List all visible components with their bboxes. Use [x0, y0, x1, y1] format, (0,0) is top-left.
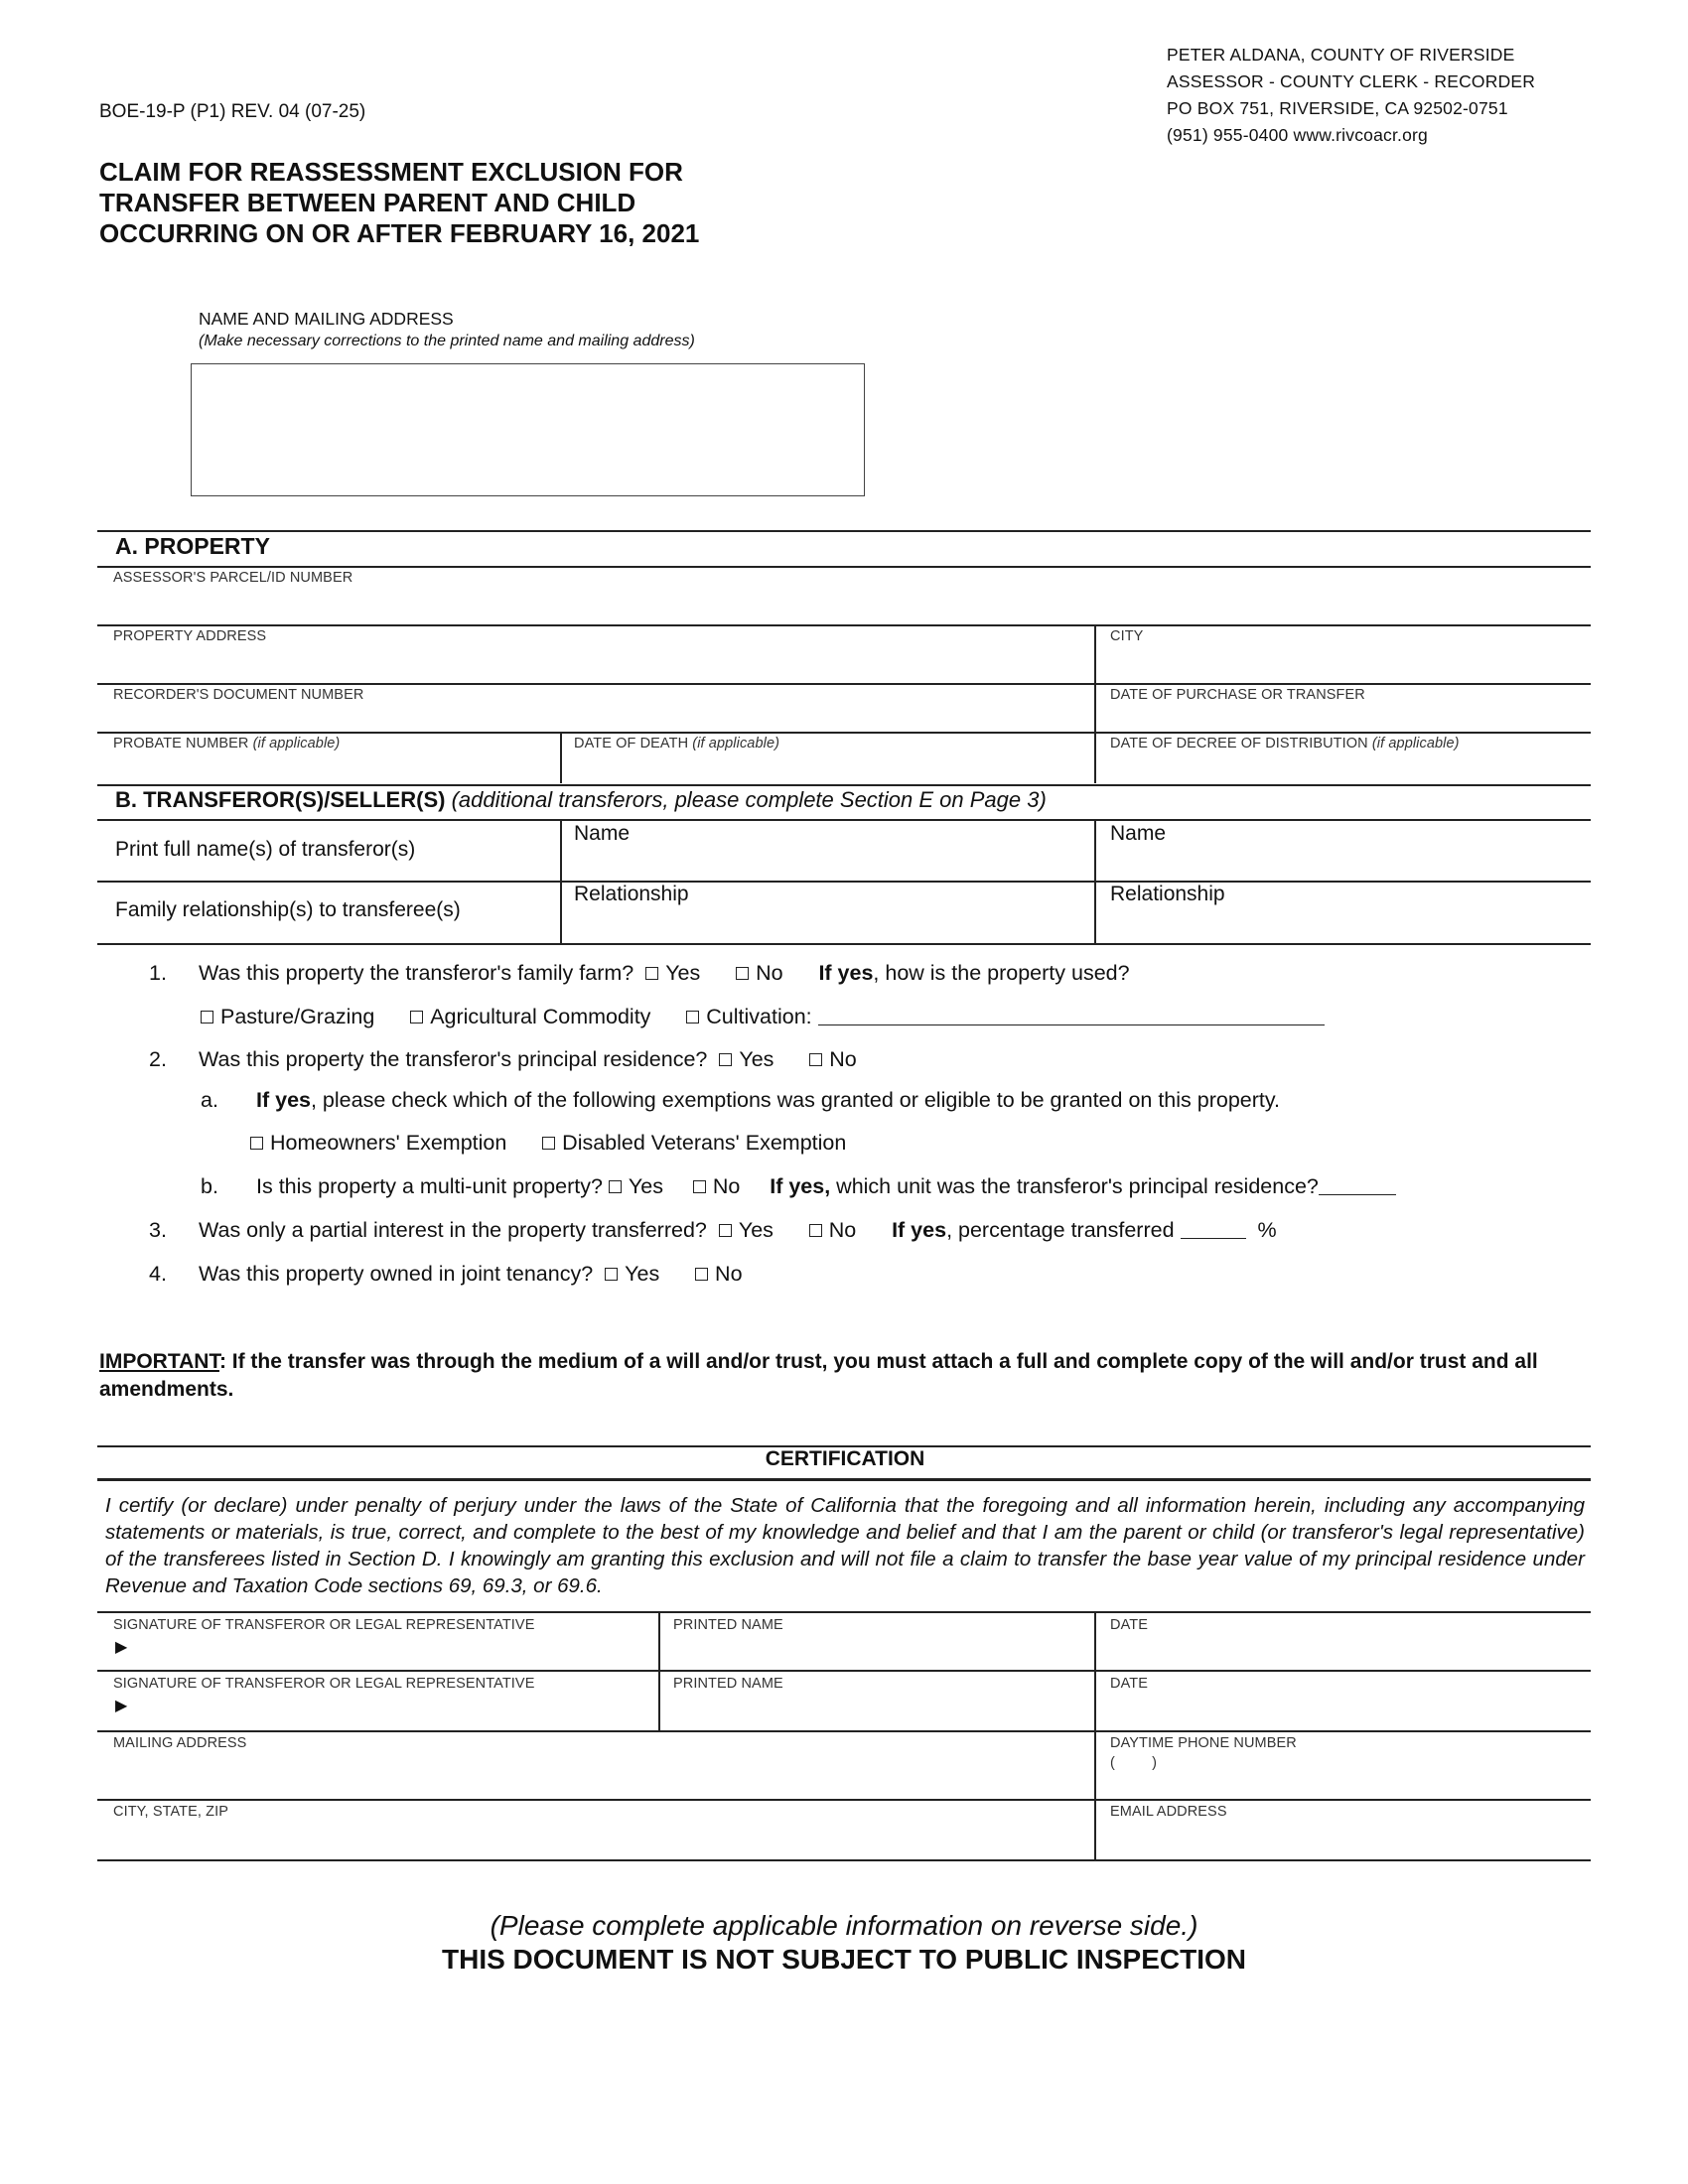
city-field[interactable] — [1096, 626, 1591, 682]
q2-no-checkbox[interactable] — [809, 1053, 822, 1066]
probate-label: PROBATE NUMBER (if applicable) — [113, 736, 341, 751]
question-4: Was this property owned in joint tenancy? Yes No — [199, 1262, 743, 1286]
form-number: BOE-19-P (P1) REV. 04 (07-25) — [99, 101, 366, 122]
death-date-field[interactable] — [562, 734, 1094, 783]
q3-number: 3. — [149, 1218, 167, 1242]
q2b-number: b. — [201, 1174, 218, 1198]
phone-label: DAYTIME PHONE NUMBER — [1110, 1735, 1297, 1751]
printed-name-field-2[interactable] — [660, 1672, 1094, 1730]
title-line: OCCURRING ON OR AFTER FEBRUARY 16, 2021 — [99, 218, 700, 248]
footer-notice: THIS DOCUMENT IS NOT SUBJECT TO PUBLIC INSPECTION — [442, 1944, 1246, 1975]
title-line: CLAIM FOR REASSESSMENT EXCLUSION FOR — [99, 157, 683, 187]
date-label-2: DATE — [1110, 1676, 1148, 1692]
recorder-doc-label: RECORDER'S DOCUMENT NUMBER — [113, 687, 364, 703]
name-col-1: Name — [574, 822, 631, 845]
q3-yes-checkbox[interactable] — [719, 1224, 732, 1237]
purchase-date-label: DATE OF PURCHASE OR TRANSFER — [1110, 687, 1365, 703]
property-address-field[interactable] — [97, 626, 1094, 682]
relationship-field-2[interactable] — [1096, 883, 1591, 942]
name-address-box[interactable] — [191, 363, 865, 496]
q1-number: 1. — [149, 961, 167, 985]
question-2b: Is this property a multi-unit property? Yes No If yes, which unit was the transferor's principal residence? — [256, 1174, 1396, 1199]
q1-yes-checkbox[interactable] — [645, 967, 658, 980]
printed-name-label-1: PRINTED NAME — [673, 1617, 783, 1633]
q2b-no-checkbox[interactable] — [693, 1180, 706, 1193]
mailing-label: NAME AND MAILING ADDRESS — [199, 309, 454, 329]
q1-no-checkbox[interactable] — [736, 967, 749, 980]
agri-checkbox[interactable] — [410, 1011, 423, 1024]
recorder-doc-field[interactable] — [97, 685, 1094, 732]
relationship-col-2: Relationship — [1110, 883, 1225, 905]
q2a-number: a. — [201, 1088, 218, 1112]
email-label: EMAIL ADDRESS — [1110, 1804, 1227, 1820]
q4-no-checkbox[interactable] — [695, 1268, 708, 1281]
parcel-label: ASSESSOR'S PARCEL/ID NUMBER — [113, 570, 353, 586]
agency-line: PETER ALDANA, COUNTY OF RIVERSIDE — [1167, 45, 1515, 65]
city-label: CITY — [1110, 628, 1144, 644]
name-col-2: Name — [1110, 822, 1167, 845]
q2-yes-checkbox[interactable] — [719, 1053, 732, 1066]
signature-field-1[interactable] — [97, 1613, 658, 1670]
right-triangle-icon: ▶ — [115, 1639, 128, 1656]
date-field-1[interactable] — [1096, 1613, 1591, 1670]
printed-name-label-2: PRINTED NAME — [673, 1676, 783, 1692]
pasture-checkbox[interactable] — [201, 1011, 213, 1024]
certification-text: I certify (or declare) under penalty of perjury under the laws of the State of California that the foregoing and all information herein, including any accompanying statements or materials, is true, correct, and complete to the best of my knowledge and belief and that I am the parent or child (or transferor's legal representative) of the transferees listed in Section D. I knowingly am granting this exclusion and will not file a claim to transfer the base year value of my principal residence under Revenue and Taxation Code sections 69, 69.3, or 69.6. — [105, 1494, 1585, 1597]
agency-block — [1167, 42, 1535, 149]
phone-field[interactable] — [1096, 1732, 1591, 1799]
mailing-address-label: MAILING ADDRESS — [113, 1735, 247, 1751]
veterans-checkbox[interactable] — [542, 1137, 555, 1150]
title-line: TRANSFER BETWEEN PARENT AND CHILD — [99, 188, 636, 217]
transferor-name-field-1[interactable] — [562, 821, 1094, 881]
city-state-zip-field[interactable] — [97, 1801, 1094, 1858]
cultivation-field[interactable] — [818, 1007, 1325, 1025]
section-b-heading: B. TRANSFEROR(S)/SELLER(S) (additional transferors, please complete Section E on Page 3) — [115, 787, 1047, 812]
transferor-names-label: Print full name(s) of transferor(s) — [115, 838, 416, 861]
right-triangle-icon: ▶ — [115, 1698, 128, 1714]
parcel-field[interactable] — [97, 568, 1591, 623]
probate-field[interactable] — [97, 734, 560, 783]
question-1-uses: Pasture/Grazing Agricultural Commodity Cultivation: — [201, 1005, 1325, 1029]
question-2a: If yes, please check which of the following exemptions was granted or eligible to be granted on this property. — [256, 1088, 1281, 1112]
death-date-label: DATE OF DEATH (if applicable) — [574, 736, 780, 751]
question-1: Was this property the transferor's family farm? Yes No If yes, how is the property used? — [199, 961, 1130, 985]
q4-yes-checkbox[interactable] — [605, 1268, 618, 1281]
page-title — [99, 157, 699, 249]
agency-line: ASSESSOR - COUNTY CLERK - RECORDER — [1167, 71, 1536, 91]
section-a-heading: A. PROPERTY — [115, 533, 270, 559]
date-field-2[interactable] — [1096, 1672, 1591, 1730]
agency-line: (951) 955-0400 www.rivcoacr.org — [1167, 125, 1428, 145]
mailing-address-field[interactable] — [97, 1732, 1094, 1799]
q3-no-checkbox[interactable] — [809, 1224, 822, 1237]
cultivation-checkbox[interactable] — [686, 1011, 699, 1024]
certification-heading: CERTIFICATION — [765, 1447, 925, 1470]
important-notice: IMPORTANT: If the transfer was through the medium of a will and/or trust, you must attach a full and complete copy of the will and/or trust and all amendments. — [99, 1350, 1538, 1401]
date-label-1: DATE — [1110, 1617, 1148, 1633]
signature-label-1: SIGNATURE OF TRANSFEROR OR LEGAL REPRESENTATIVE — [113, 1617, 535, 1633]
q2b-yes-checkbox[interactable] — [609, 1180, 622, 1193]
transferor-name-field-2[interactable] — [1096, 821, 1591, 881]
q2-number: 2. — [149, 1047, 167, 1071]
agency-line: PO BOX 751, RIVERSIDE, CA 92502-0751 — [1167, 98, 1508, 118]
footer-instruction: (Please complete applicable information on reverse side.) — [490, 1910, 1198, 1941]
city-state-zip-label: CITY, STATE, ZIP — [113, 1804, 229, 1820]
decree-date-field[interactable] — [1096, 734, 1591, 783]
signature-label-2: SIGNATURE OF TRANSFEROR OR LEGAL REPRESENTATIVE — [113, 1676, 535, 1692]
percentage-field[interactable] — [1181, 1220, 1246, 1239]
q4-number: 4. — [149, 1262, 167, 1286]
question-3: Was only a partial interest in the property transferred? Yes No If yes, percentage transferred % — [199, 1218, 1277, 1242]
property-address-label: PROPERTY ADDRESS — [113, 628, 267, 644]
relationship-col-1: Relationship — [574, 883, 689, 905]
unit-field[interactable] — [1319, 1176, 1396, 1195]
email-field[interactable] — [1096, 1801, 1591, 1858]
phone-area-code: ( ) — [1110, 1755, 1158, 1771]
question-2a-options: Homeowners' Exemption Disabled Veterans' Exemption — [250, 1131, 846, 1156]
mailing-note: (Make necessary corrections to the printed name and mailing address) — [199, 333, 695, 349]
purchase-date-field[interactable] — [1096, 685, 1591, 732]
homeowners-checkbox[interactable] — [250, 1137, 263, 1150]
relationship-label: Family relationship(s) to transferee(s) — [115, 898, 461, 921]
relationship-field-1[interactable] — [562, 883, 1094, 942]
question-2: Was this property the transferor's principal residence? Yes No — [199, 1047, 857, 1071]
printed-name-field-1[interactable] — [660, 1613, 1094, 1670]
decree-date-label: DATE OF DECREE OF DISTRIBUTION (if applicable) — [1110, 736, 1460, 751]
signature-field-2[interactable] — [97, 1672, 658, 1730]
